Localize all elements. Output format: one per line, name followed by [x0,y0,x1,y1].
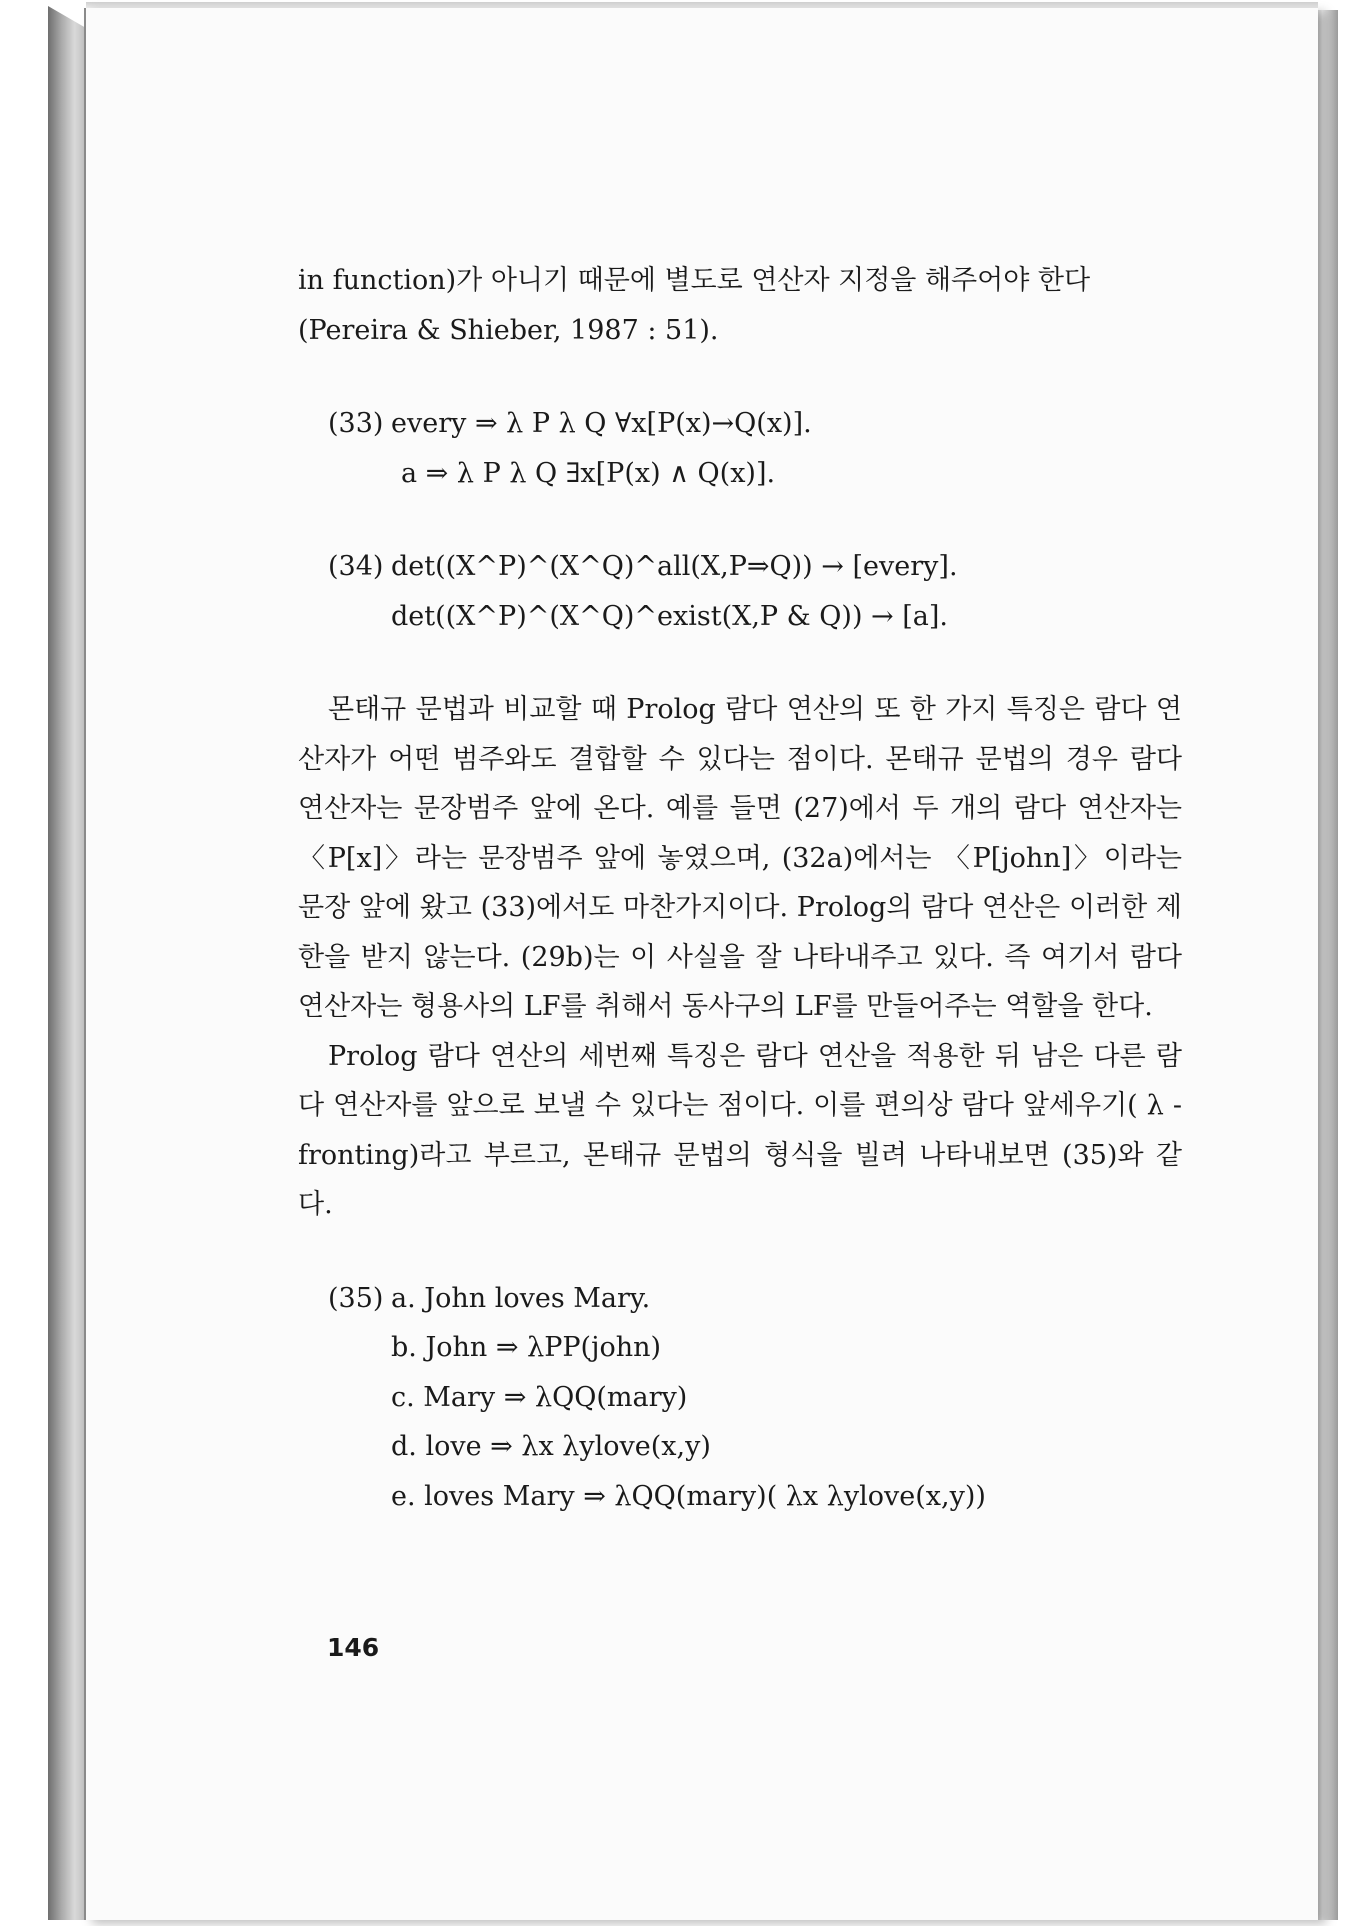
example-33-line-1: every ⇒ λ P λ Q ∀x[P(x)→Q(x)]. [391,408,812,439]
example-35-number: (35) [328,1282,384,1314]
example-35 [328,1274,1182,1522]
page-content [298,256,1182,1521]
example-35-item-c: c. Mary ⇒ λQQ(mary) [391,1381,688,1413]
example-34-line-2: det((X^P)^(X^Q)^exist(X,P & Q)) → [a]. [391,600,949,632]
intro-line-2: (Pereira & Shieber, 1987 : 51). [298,314,719,346]
intro-line-1: in function)가 아니기 때문에 별도로 연산자 지정을 해주어야 한다 [298,265,1091,296]
example-33-number: (33) [328,408,384,439]
example-34 [328,542,1182,641]
example-34-number: (34) [328,551,384,582]
example-35-item-a: a. John loves Mary. [391,1282,651,1314]
example-35-item-e: e. loves Mary ⇒ λQQ(mary)( λx λylove(x,y)) [391,1480,986,1512]
example-35-item-d: d. love ⇒ λx λylove(x,y) [391,1431,711,1462]
page-number: 146 [327,1633,380,1662]
paragraph-2: Prolog 람다 연산의 세번째 특징은 람다 연산을 적용한 뒤 남은 다른 람다 연산자를 앞으로 보낼 수 있다는 점이다. 이를 편의상 람다 앞세우기( λ - fronting)라고 부르고, 몬태규 문법의 형식을 빌려 나타내보면 (35)와 같다. [298,1040,1182,1220]
example-35-item-b: b. John ⇒ λPP(john) [391,1332,662,1363]
example-33 [328,399,1182,498]
book-spine [48,6,86,1920]
example-34-line-1: det((X^P)^(X^Q)^all(X,P⇒Q)) → [every]. [391,551,958,582]
example-33-line-2: a ⇒ λ P λ Q ∃x[P(x) ∧ Q(x)]. [401,457,776,489]
paragraph-1: 몬태규 문법과 비교할 때 Prolog 람다 연산의 또 한 가지 특징은 람다 연산자가 어떤 범주와도 결합할 수 있다는 점이다. 몬태규 문법의 경우 람다 연산자는 문장범주 앞에 온다. 예를 들면 (27)에서 두 개의 람다 연산자는 〈P[x]〉라는 문장범주 앞에 놓였으며, (32a)에서는 〈P[john]〉이라는 문장 앞에 왔고 (33)에서도 마찬가지이다. Prolog의 람다 연산은 이러한 제한을 받지 않는다. (29b)는 이 사실을 잘 나타내주고 있다. 즉 여기서 람다 연산자는 형용사의 LF를 취해서 동사구의 LF를 만들어주는 역할을 한다. [298,694,1182,1022]
